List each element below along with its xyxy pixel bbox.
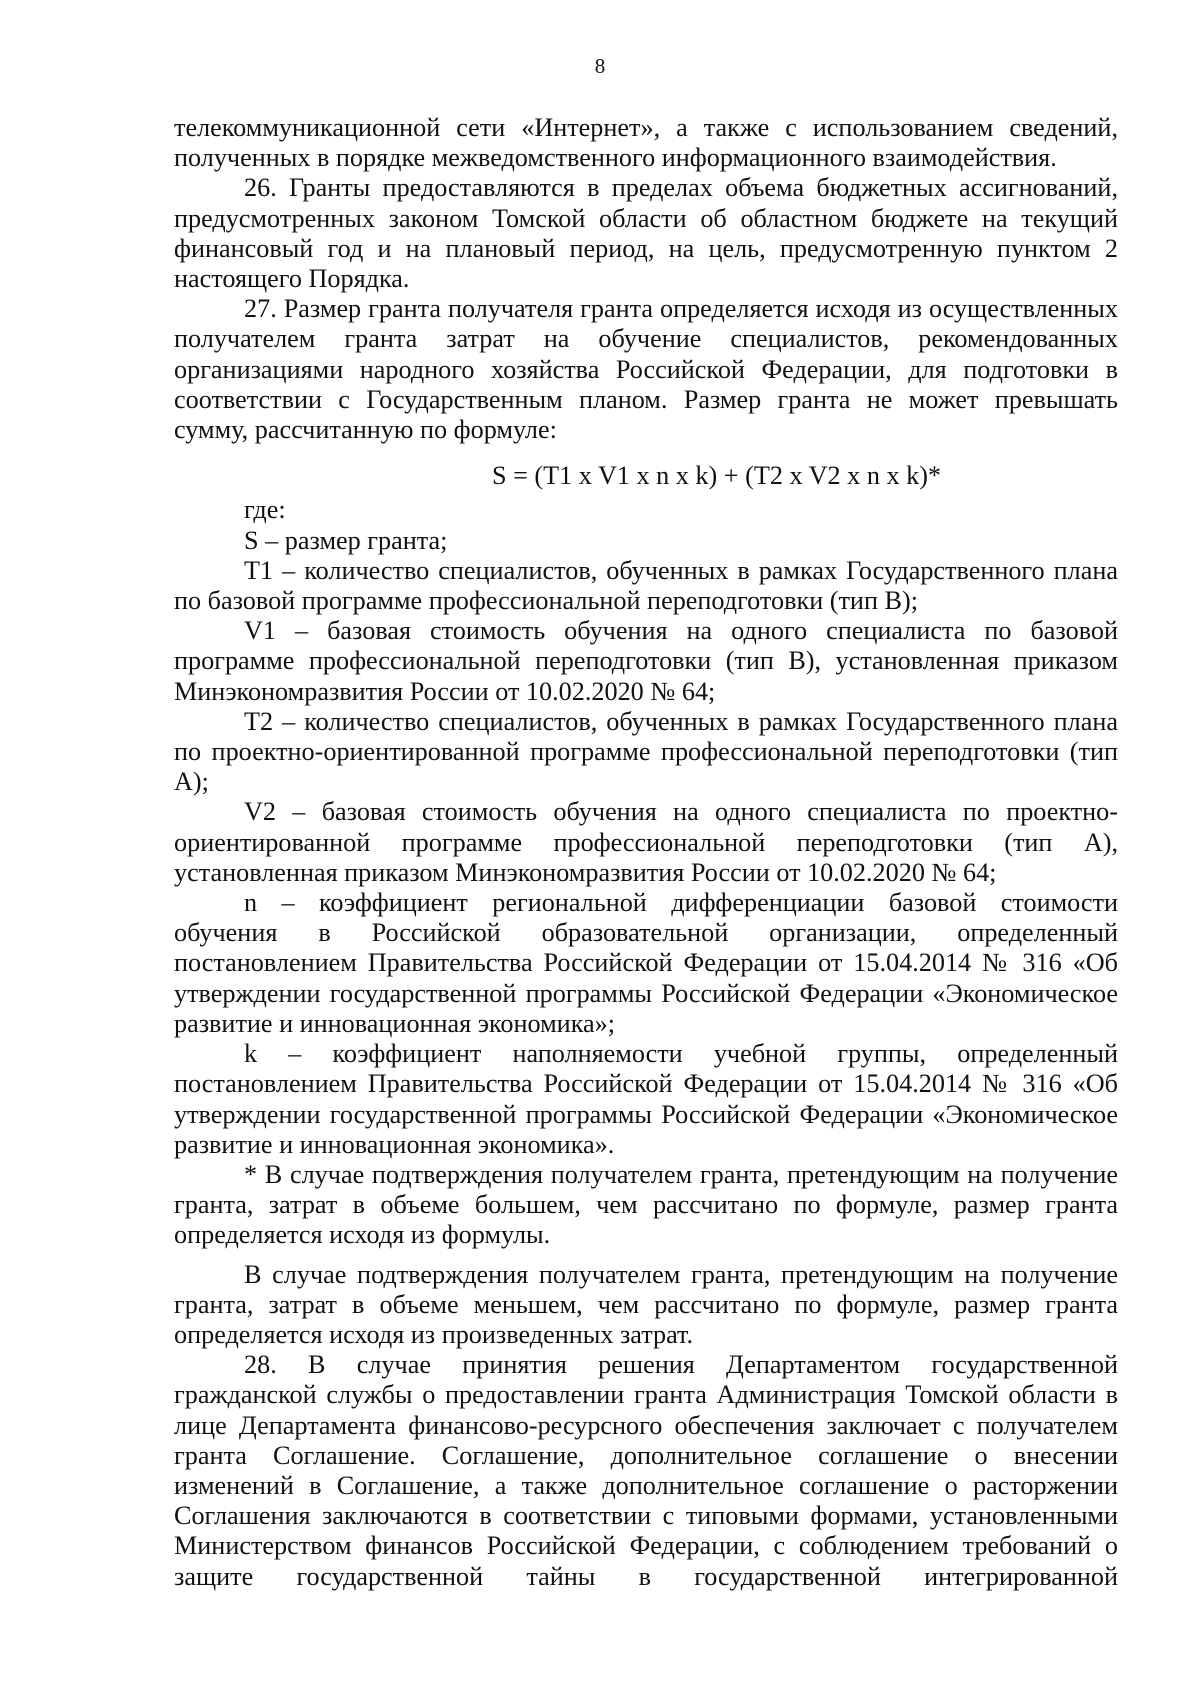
paragraph-26: 26. Гранты предоставляются в пределах объема бюджетных ассигнований, предусмотренных законом Томской области об областном бюджете на текущий финансовый год и на плановый период, на цель, предусмотренную пунктом 2 настоящего Порядка. (174, 173, 1118, 294)
definition-v1: V1 – базовая стоимость обучения на одного специалиста по базовой программе профессиональной переподготовки (тип В), установленная приказом Минэкономразвития России от 10.02.2020 № 64; (174, 616, 1118, 706)
definition-v2: V2 – базовая стоимость обучения на одного специалиста по проектно-ориентированной программе профессиональной переподготовки (тип А), установленная приказом Минэкономразвития России от 10.02.2020 № 64; (174, 797, 1118, 887)
definition-n: n – коэффициент региональной дифференциации базовой стоимости обучения в Российской образовательной организации, определенный постановлением Правительства Российской Федерации от 15.04.2014 № 316 «Об утверждении государственной программы Российской Федерации «Экономическое развитие и инновационная экономика»; (174, 888, 1118, 1038)
paragraph-28: 28. В случае принятия решения Департаментом государственной гражданской службы о предоставлении гранта Администрация Томской области в лице Департамента финансово-ресурсного обеспечения заключает с получателем гранта Соглашение. Соглашение, дополнительное соглашение о внесении изменений в Соглашение, а также дополнительное соглашение о расторжении Соглашения заключаются в соответствии с типовыми формами, установленными Министерством финансов Российской Федерации, с соблюдением требований о защите государственной тайны в государственной интегрированной (174, 1350, 1118, 1591)
definition-t1: T1 – количество специалистов, обученных в рамках Государственного плана по базовой программе профессиональной переподготовки (тип В); (174, 555, 1118, 616)
footnote-star: * В случае подтверждения получателем гранта, претендующим на получение гранта, затрат в объеме большем, чем рассчитано по формуле, размер гранта определяется исходя из формулы. (174, 1159, 1118, 1250)
where-label: где: (244, 495, 286, 525)
paragraph-intro: телекоммуникационной сети «Интернет», а также с использованием сведений, полученных в порядке межведомственного информационного взаимодействия. (174, 113, 1118, 173)
note-lesser-costs: В случае подтверждения получателем гранта, претендующим на получение гранта, затрат в объеме меньшем, чем рассчитано по формуле, размер гранта определяется исходя из произведенных затрат. (174, 1259, 1118, 1349)
definition-k: k – коэффициент наполняемости учебной группы, определенный постановлением Правительства Российской Федерации от 15.04.2014 № 316 «Об утверждении государственной программы Российской Федерации «Экономическое развитие и инновационная экономика». (174, 1039, 1118, 1159)
page-number: 8 (594, 54, 606, 78)
definition-t2: T2 – количество специалистов, обученных в рамках Государственного плана по проектно-ориентированной программе профессиональной переподготовки (тип А); (174, 706, 1118, 797)
paragraph-27: 27. Размер гранта получателя гранта определяется исходя из осуществленных получателем гранта затрат на обучение специалистов, рекомендованных организациями народного хозяйства Российской Федерации, для подготовки в соответствии с Государственным планом. Размер гранта не может превышать сумму, рассчитанную по формуле: (174, 294, 1118, 445)
definition-s: S – размер гранта; (244, 525, 448, 555)
grant-formula: S = (T1 x V1 x n x k) + (T2 x V2 x n x k)* (492, 461, 942, 491)
document-body (174, 113, 1118, 1592)
